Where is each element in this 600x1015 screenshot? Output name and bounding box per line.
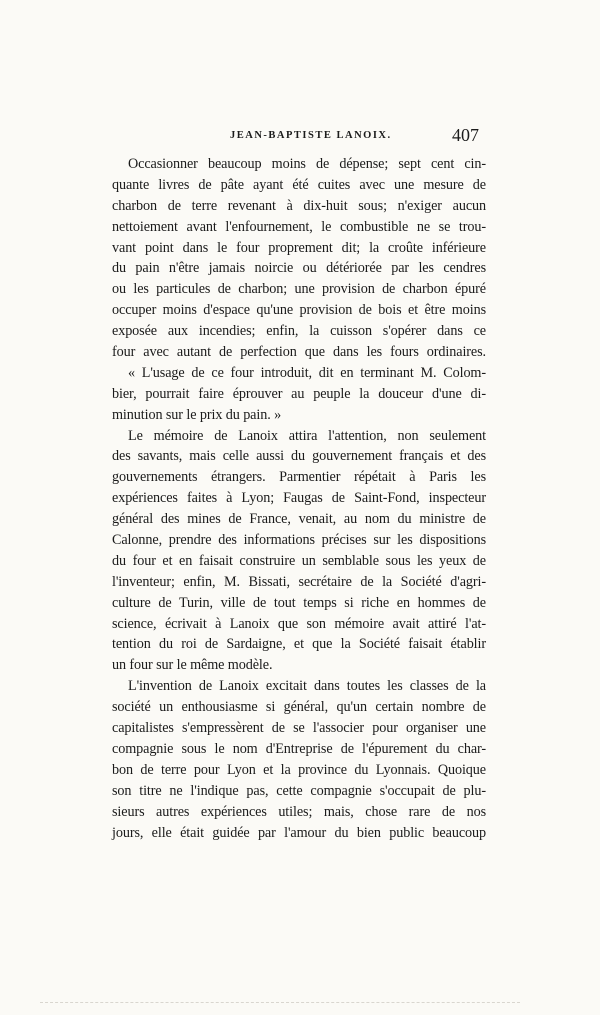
page-header: [0, 125, 600, 148]
text-line: ou les particules de charbon; une provision de charbon épuré: [112, 281, 486, 298]
text-line: sieurs autres expériences utiles; mais, chose rare de nos: [112, 803, 486, 820]
text-line: général des mines de France, venait, au nom du ministre de: [112, 511, 486, 528]
text-line: quante livres de pâte ayant été cuites avec une mesure de: [112, 176, 486, 193]
text-line: bier, pourrait faire éprouver au peuple la douceur d'une di-: [112, 385, 486, 402]
text-line: jours, elle était guidée par l'amour du bien public beaucoup: [112, 824, 486, 841]
text-line: minution sur le prix du pain. »: [112, 406, 282, 423]
text-line: compagnie sous le nom d'Entreprise de l'épurement du char-: [112, 740, 486, 757]
text-line: L'invention de Lanoix excitait dans toutes les classes de la: [128, 678, 486, 695]
body-text: [112, 154, 486, 843]
running-title: JEAN-BAPTISTE LANOIX.: [230, 130, 392, 141]
text-line: capitalistes s'empressèrent de se l'associer pour organiser une: [112, 720, 486, 737]
text-line: Occasionner beaucoup moins de dépense; sept cent cin-: [128, 156, 486, 172]
text-line: occuper moins d'espace qu'une provision de bois et être moins: [112, 302, 486, 319]
text-line: l'inventeur; enfin, M. Bissati, secrétaire de la Société d'agri-: [112, 573, 486, 590]
text-line: four avec autant de perfection que dans les fours ordinaires.: [112, 344, 486, 361]
text-line: un four sur le même modèle.: [112, 657, 273, 674]
text-line: expériences faites à Lyon; Faugas de Saint-Fond, inspecteur: [112, 490, 486, 507]
text-line: du pain n'être jamais noircie ou détériorée par les cendres: [112, 260, 486, 277]
text-line: nettoiement avant l'enfournement, le combustible ne se trou-: [112, 218, 486, 235]
text-line: vant point dans le four proprement dit; la croûte inférieure: [112, 239, 486, 256]
text-line: des savants, mais celle aussi du gouvernement français et des: [112, 448, 486, 465]
text-line: « L'usage de ce four introduit, dit en terminant M. Colom-: [128, 364, 486, 381]
text-line: bon de terre pour Lyon et la province du Lyonnais. Quoique: [112, 761, 486, 778]
text-line: gouvernements étrangers. Parmentier répétait à Paris les: [112, 469, 486, 486]
text-line: Le mémoire de Lanoix attira l'attention, non seulement: [128, 427, 486, 444]
text-line: culture de Turin, ville de tout temps si riche en hommes de: [112, 594, 486, 611]
scan-edge-mark: [40, 1002, 520, 1004]
text-line: charbon de terre revenant à dix-huit sous; n'exiger aucun: [112, 197, 486, 214]
text-line: tention du roi de Sardaigne, et que la Société faisait établir: [112, 636, 486, 653]
text-line: son titre ne l'indique pas, cette compagnie s'occupait de plu-: [112, 782, 486, 799]
page-number: 407: [452, 125, 479, 145]
text-line: du four et en faisait construire un semblable sous les yeux de: [112, 552, 486, 569]
text-line: exposée aux incendies; enfin, la cuisson s'opérer dans ce: [112, 323, 486, 340]
text-line: Calonne, prendre des informations précises sur les dispositions: [112, 532, 486, 549]
text-line: société un enthousiasme si général, qu'un certain nombre de: [112, 699, 486, 716]
text-line: science, écrivait à Lanoix que son mémoire avait attiré l'at-: [112, 615, 486, 632]
